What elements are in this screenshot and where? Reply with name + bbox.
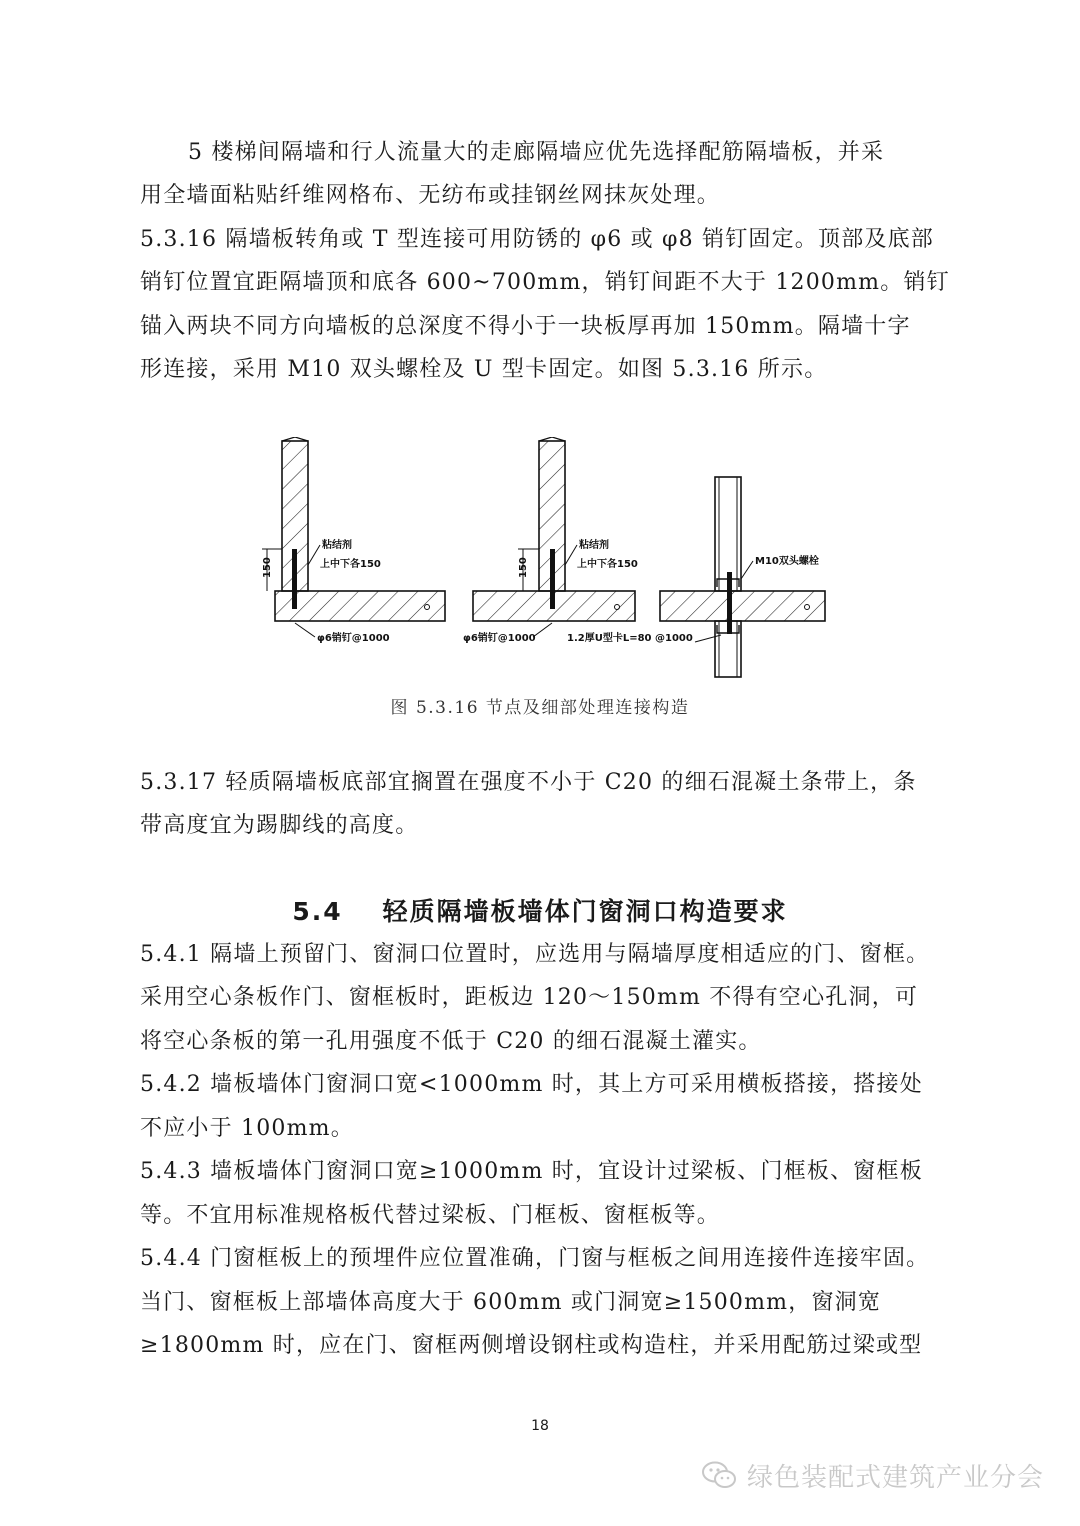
paragraph-line: 将空心条板的第一孔用强度不低于 C20 的细石混凝土灌实。 — [140, 1029, 762, 1054]
paragraph-line: 采用空心条板作门、窗框板时，距板边 120～150mm 不得有空心孔洞，可 — [140, 985, 919, 1010]
spacing-label: 上中下各150 — [577, 559, 638, 570]
paragraph-line: ≥1800mm 时，应在门、窗框两侧增设钢柱或构造柱，并采用配筋过梁或型 — [140, 1333, 923, 1358]
paragraph-line: 不应小于 100mm。 — [140, 1116, 354, 1141]
paragraph-line: 形连接，采用 M10 双头螺栓及 U 型卡固定。如图 5.3.16 所示。 — [140, 357, 828, 382]
paragraph-line: 当门、窗框板上部墙体高度大于 600mm 或门洞宽≥1500mm，窗洞宽 — [140, 1290, 882, 1315]
section-number: 5.4 — [292, 897, 343, 926]
section-heading — [0, 892, 1080, 928]
pin-label: φ6销钉@1000 — [463, 633, 536, 644]
paragraph-line: 5.4.4 门窗框板上的预埋件应位置准确，门窗与框板之间用连接件连接牢固。 — [140, 1246, 930, 1271]
spacing-label: 上中下各150 — [320, 559, 381, 570]
paragraph-line: 带高度宜为踢脚线的高度。 — [140, 813, 419, 838]
section-title-text: 轻质隔墙板墙体门窗洞口构造要求 — [382, 897, 788, 926]
watermark — [701, 1455, 1044, 1495]
dim-label: 150 — [518, 557, 529, 578]
paragraph-line: 5 楼梯间隔墙和行人流量大的走廊隔墙应优先选择配筋隔墙板，并采 — [188, 140, 885, 165]
detail-c — [567, 477, 825, 677]
bolt-label: M10双头螺栓 — [755, 556, 819, 567]
paragraph-line: 销钉位置宜距隔墙顶和底各 600~700mm，销钉间距不大于 1200mm。销钉 — [140, 270, 950, 295]
watermark-text: 绿色装配式建筑产业分会 — [746, 1462, 1044, 1493]
detail-a — [262, 437, 445, 644]
paragraph-line: 5.4.1 隔墙上预留门、窗洞口位置时，应选用与隔墙厚度相适应的门、窗框。 — [140, 942, 930, 967]
pin-label: φ6销钉@1000 — [317, 633, 390, 644]
paragraph-line: 用全墙面粘贴纤维网格布、无纺布或挂钢丝网抹灰处理。 — [140, 183, 721, 208]
wechat-icon — [701, 1460, 737, 1490]
figure-caption: 图 5.3.16 节点及细部处理连接构造 — [390, 698, 690, 718]
paragraph-line: 5.3.16 隔墙板转角或 T 型连接可用防锈的 φ6 或 φ8 销钉固定。顶部及底部 — [140, 227, 935, 252]
paragraph-line: 5.4.3 墙板墙体门窗洞口宽≥1000mm 时，宜设计过梁板、门框板、窗框板 — [140, 1159, 923, 1184]
paragraph-line: 5.4.2 墙板墙体门窗洞口宽<1000mm 时，其上方可采用横板搭接，搭接处 — [140, 1072, 923, 1097]
ucard-label: 1.2厚U型卡L=80 @1000 — [567, 633, 693, 644]
adhesive-label: 粘结剂 — [579, 540, 609, 551]
detail-b — [463, 437, 638, 644]
adhesive-label: 粘结剂 — [322, 540, 352, 551]
page-number: 18 — [531, 1418, 549, 1434]
dim-label: 150 — [262, 557, 273, 578]
paragraph-line: 锚入两块不同方向墙板的总深度不得小于一块板厚再加 150mm。隔墙十字 — [140, 314, 911, 339]
paragraph-line: 等。不宜用标准规格板代替过梁板、门框板、窗框板等。 — [140, 1203, 721, 1228]
connection-detail-figure — [255, 437, 830, 682]
paragraph-line: 5.3.17 轻质隔墙板底部宜搁置在强度不小于 C20 的细石混凝土条带上，条 — [140, 770, 917, 795]
